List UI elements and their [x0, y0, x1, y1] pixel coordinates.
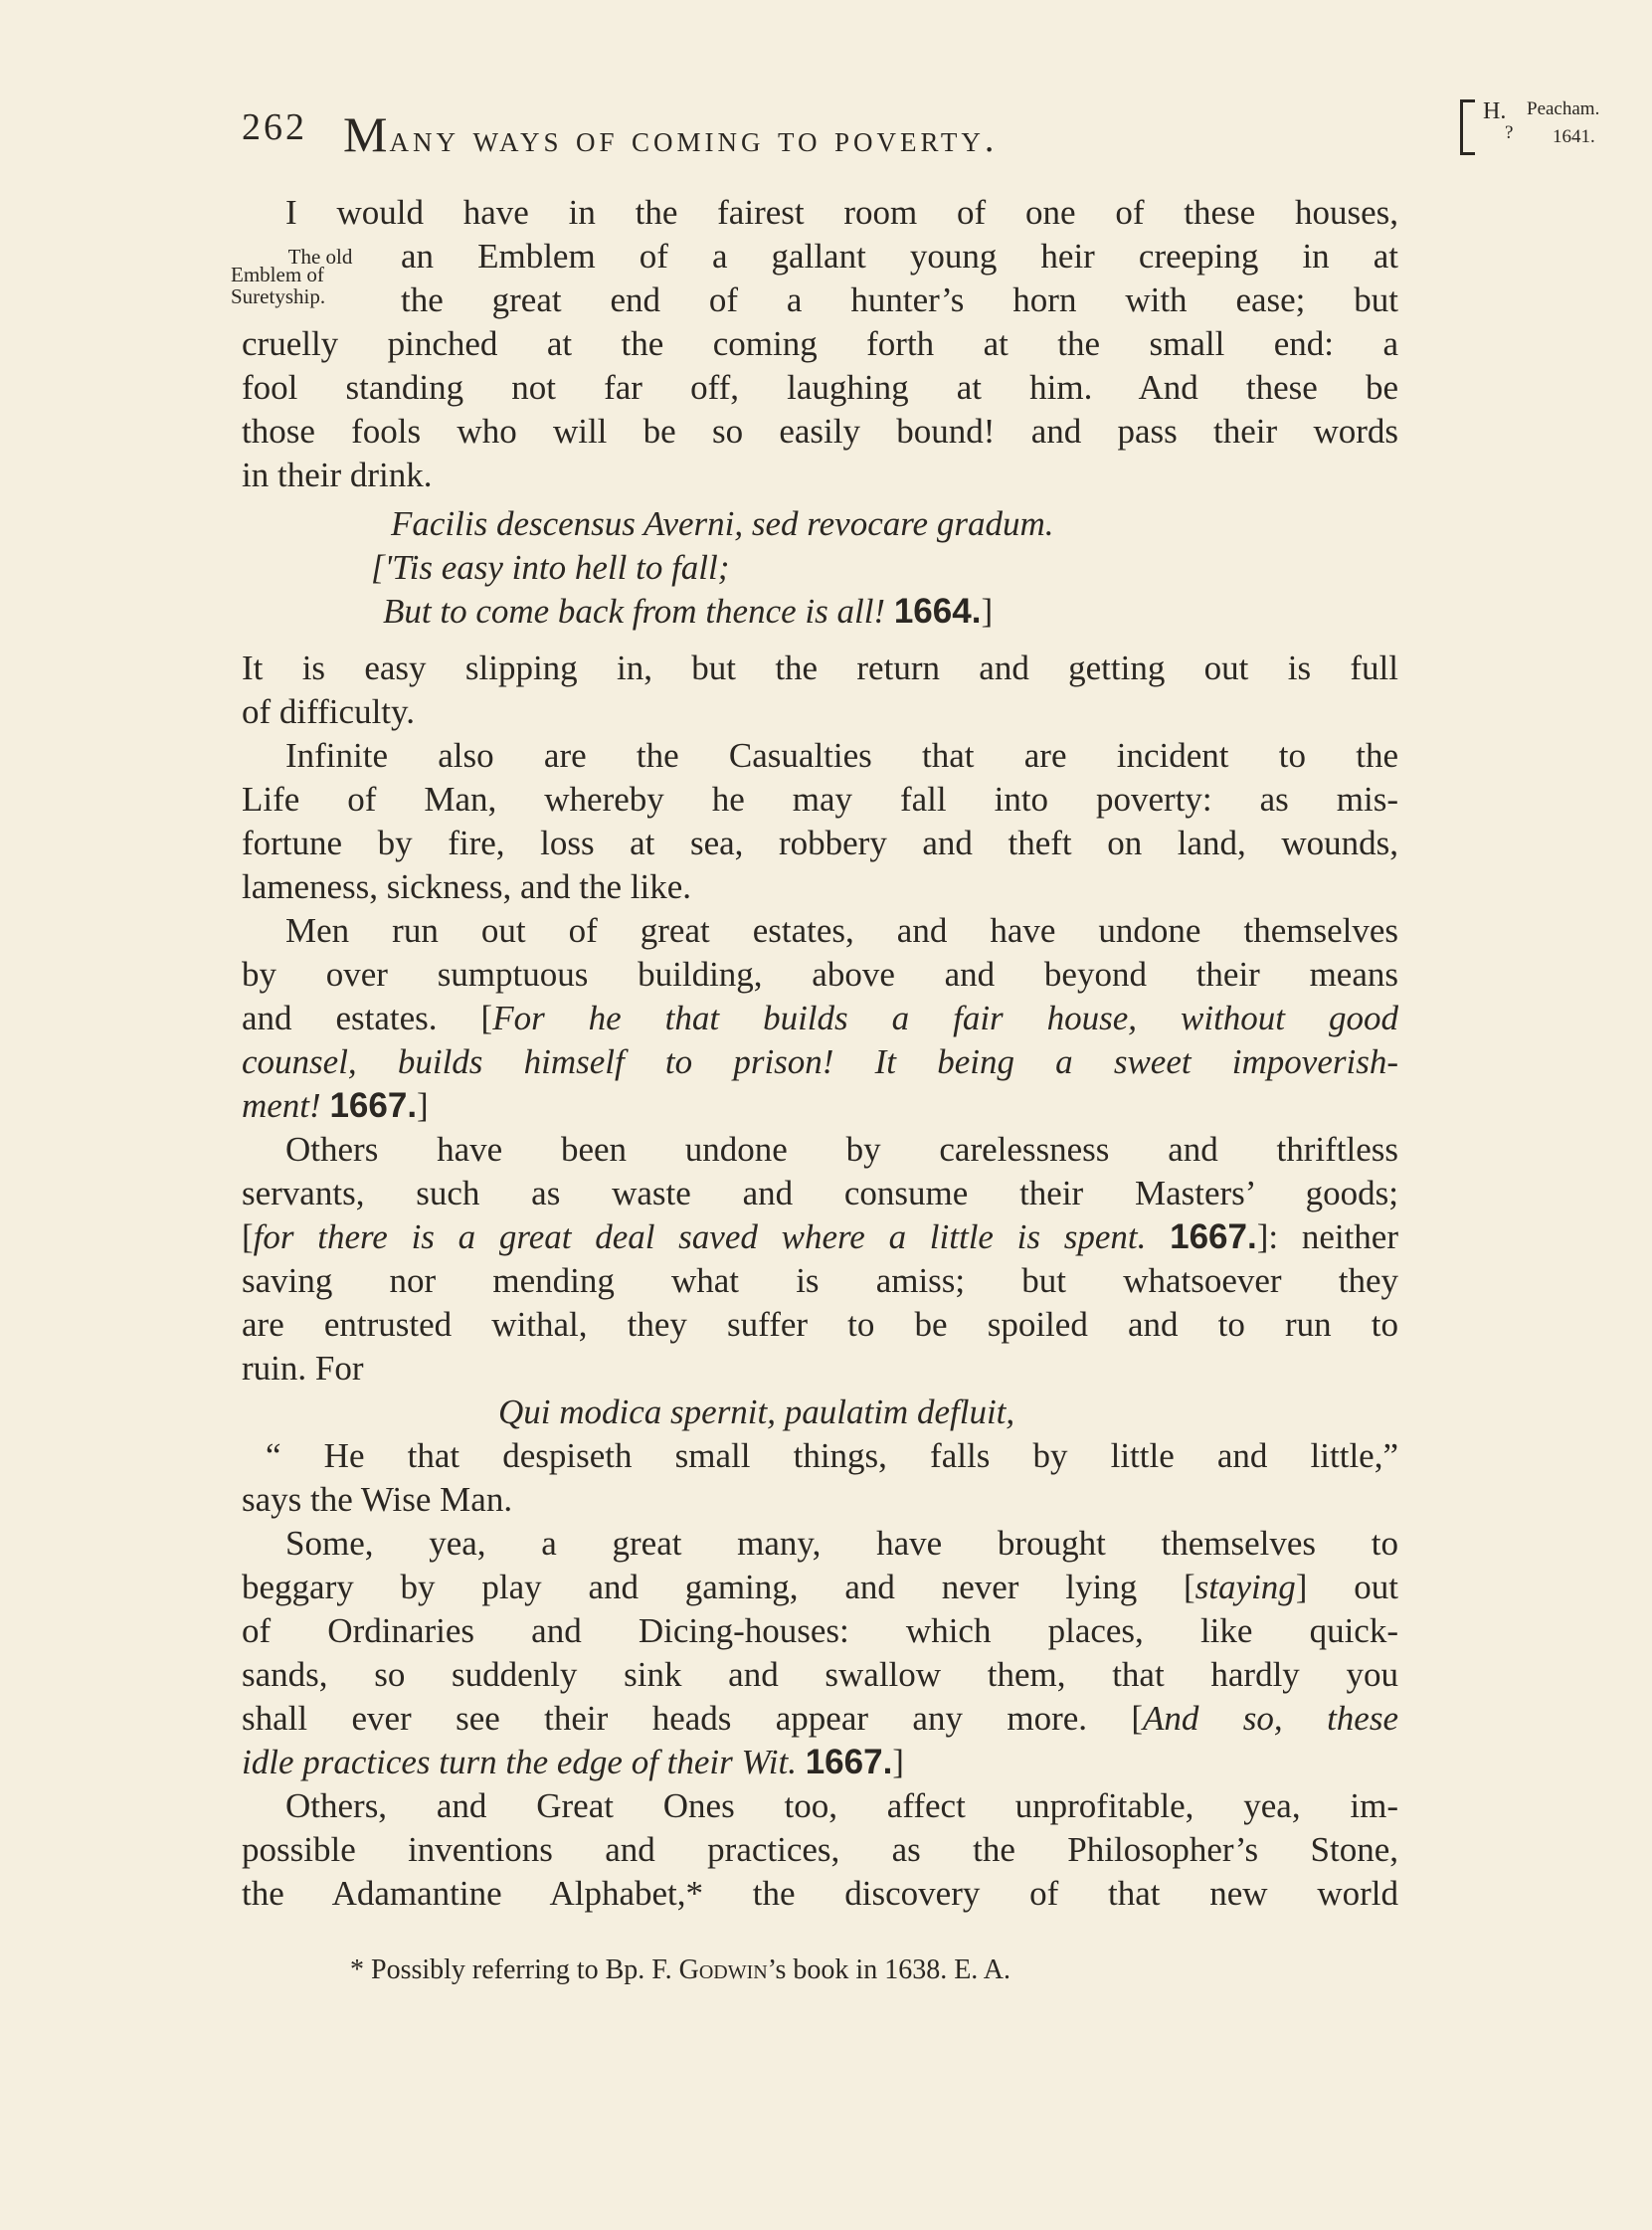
header-bracket: [1460, 99, 1475, 155]
text-line: [242, 410, 1398, 454]
text-run: of difficulty.: [242, 692, 415, 731]
text-line: [285, 734, 1398, 778]
text-run: those fools who will be so easily bound! and pass their words: [242, 412, 1398, 451]
footnote-tail: ’s book in 1638. E. A.: [767, 1954, 1010, 1985]
running-title-text: any ways of coming to poverty.: [389, 118, 999, 160]
text-run: in their drink.: [242, 456, 433, 494]
text-run: shall ever see their heads appear any more. [: [242, 1699, 1144, 1738]
italic-text: ['Tis easy into hell to fall;: [371, 548, 730, 587]
text-run: servants, such as waste and consume their Masters’ goods;: [242, 1174, 1398, 1212]
text-line: [285, 1128, 1398, 1172]
text-run: [: [242, 1217, 254, 1256]
text-run: says the Wise Man.: [242, 1480, 513, 1519]
text-run: Others have been undone by carelessness and thriftless: [285, 1130, 1398, 1169]
text-line: [242, 690, 415, 734]
text-run: ]: neither: [1256, 1217, 1399, 1256]
text-line: [266, 1434, 1398, 1478]
text-line: [391, 502, 1054, 546]
text-run: It is easy slipping in, but the return and getting out is full: [242, 649, 1398, 687]
text-run: are entrusted withal, they suffer to be spoiled and to run to: [242, 1305, 1398, 1344]
page-number: 262: [242, 106, 307, 148]
italic-text: counsel, builds himself to prison! It being a sweet impoverish-: [242, 1042, 1398, 1081]
footnote-name: Godwin: [678, 1954, 768, 1985]
edition-year: 1667.: [329, 1086, 418, 1125]
text-line: [242, 1172, 1398, 1215]
edition-year: 1664.: [893, 592, 982, 631]
text-run: “ He that despiseth small things, falls by little and little,”: [266, 1436, 1398, 1475]
text-line: [242, 322, 1398, 366]
text-line: [285, 1784, 1398, 1828]
italic-text: But to come back from thence is all!: [383, 592, 894, 631]
italic-text: staying: [1194, 1568, 1296, 1606]
running-title-initial: M: [343, 106, 390, 162]
text-line: [242, 953, 1398, 997]
author-name: Peacham.: [1527, 98, 1600, 119]
text-line: [285, 909, 1398, 953]
text-run: fool standing not far off, laughing at him. And these be: [242, 368, 1398, 407]
marginal-note-line: Suretyship.: [231, 284, 326, 308]
text-line: [242, 1872, 1398, 1916]
text-run: the great end of a hunter’s horn with ease; but: [401, 280, 1398, 319]
text-run: ]: [981, 592, 994, 631]
text-line: [242, 822, 1398, 865]
italic-text: ment!: [242, 1086, 330, 1125]
text-run: saving nor mending what is amiss; but whatsoever they: [242, 1261, 1398, 1300]
text-line: [242, 366, 1398, 410]
text-run: I would have in the fairest room of one of these houses,: [285, 193, 1398, 232]
text-line: [383, 590, 993, 634]
text-line: [242, 1741, 904, 1784]
text-line: [242, 778, 1398, 822]
text-line: [242, 1653, 1398, 1697]
text-line: [242, 1828, 1398, 1872]
text-run: cruelly pinched at the coming forth at the small end: a: [242, 324, 1398, 363]
text-run: fortune by fire, loss at sea, robbery and theft on land, wounds,: [242, 824, 1398, 862]
text-run: ] out: [1295, 1568, 1398, 1606]
text-run: beggary by play and gaming, and never lying [: [242, 1568, 1195, 1606]
text-run: by over sumptuous building, above and beyond their means: [242, 955, 1398, 994]
text-run: Some, yea, a great many, have brought themselves to: [285, 1524, 1398, 1563]
text-run: Others, and Great Ones too, affect unprofitable, yea, im-: [285, 1786, 1398, 1825]
text-line: [401, 279, 1398, 322]
italic-text: For he that builds a fair house, without good: [492, 999, 1399, 1037]
text-run: lameness, sickness, and the like.: [242, 867, 691, 906]
italic-text: Facilis descensus Averni, sed revocare gradum.: [391, 504, 1054, 543]
text-line: [401, 235, 1398, 279]
text-line: [242, 1347, 364, 1391]
marginal-note-line: The old: [287, 245, 353, 269]
author-year: 1641.: [1553, 126, 1595, 147]
footnote: [350, 1954, 1010, 1986]
text-line: [285, 191, 1398, 235]
text-run: ]: [417, 1086, 429, 1125]
text-line: [242, 1084, 429, 1128]
text-run: of Ordinaries and Dicing-houses: which places, like quick-: [242, 1611, 1398, 1650]
italic-text: And so, these: [1143, 1699, 1398, 1738]
text-run: and estates. [: [242, 999, 493, 1037]
edition-year: 1667.: [1170, 1217, 1257, 1256]
text-line: [242, 647, 1398, 690]
text-line: [242, 997, 1398, 1040]
text-run: Men run out of great estates, and have undone themselves: [285, 911, 1398, 950]
text-run: Life of Man, whereby he may fall into poverty: as mis-: [242, 780, 1398, 819]
italic-text: Qui modica spernit, paulatim defluit,: [498, 1393, 1015, 1431]
running-header: [242, 98, 1600, 162]
text-run: ]: [892, 1743, 904, 1781]
text-line: [371, 546, 729, 590]
text-line: [242, 454, 433, 497]
text-line: [242, 1040, 1398, 1084]
text-line: [242, 1215, 1398, 1259]
text-run: the Adamantine Alphabet,* the discovery of that new world: [242, 1874, 1398, 1913]
marginal-note-line: Emblem of: [231, 263, 324, 286]
text-run: an Emblem of a gallant young heir creeping in at: [401, 237, 1398, 276]
footnote-lead: * Possibly referring to Bp. F.: [350, 1954, 679, 1985]
author-query: ?: [1505, 122, 1514, 143]
text-line: [242, 1566, 1398, 1609]
text-line: [242, 1478, 512, 1522]
text-run: Infinite also are the Casualties that are incident to the: [285, 736, 1398, 775]
marginal-note: [231, 246, 380, 307]
header-author: [1483, 99, 1652, 155]
text-line: [242, 1609, 1398, 1653]
text-line: [242, 1303, 1398, 1347]
text-line: [498, 1391, 1014, 1434]
author-initial: H.: [1483, 98, 1507, 124]
text-run: ruin. For: [242, 1349, 364, 1388]
text-line: [285, 1522, 1398, 1566]
text-line: [242, 1697, 1398, 1741]
text-run: sands, so suddenly sink and swallow them, that hardly you: [242, 1655, 1398, 1694]
edition-year: 1667.: [805, 1743, 893, 1781]
text-run: possible inventions and practices, as the Philosopher’s Stone,: [242, 1830, 1398, 1869]
text-line: [242, 865, 691, 909]
italic-text: idle practices turn the edge of their Wit.: [242, 1743, 806, 1781]
running-title: [343, 105, 998, 163]
text-line: [242, 1259, 1398, 1303]
italic-text: for there is a great deal saved where a little is spent.: [253, 1217, 1171, 1256]
